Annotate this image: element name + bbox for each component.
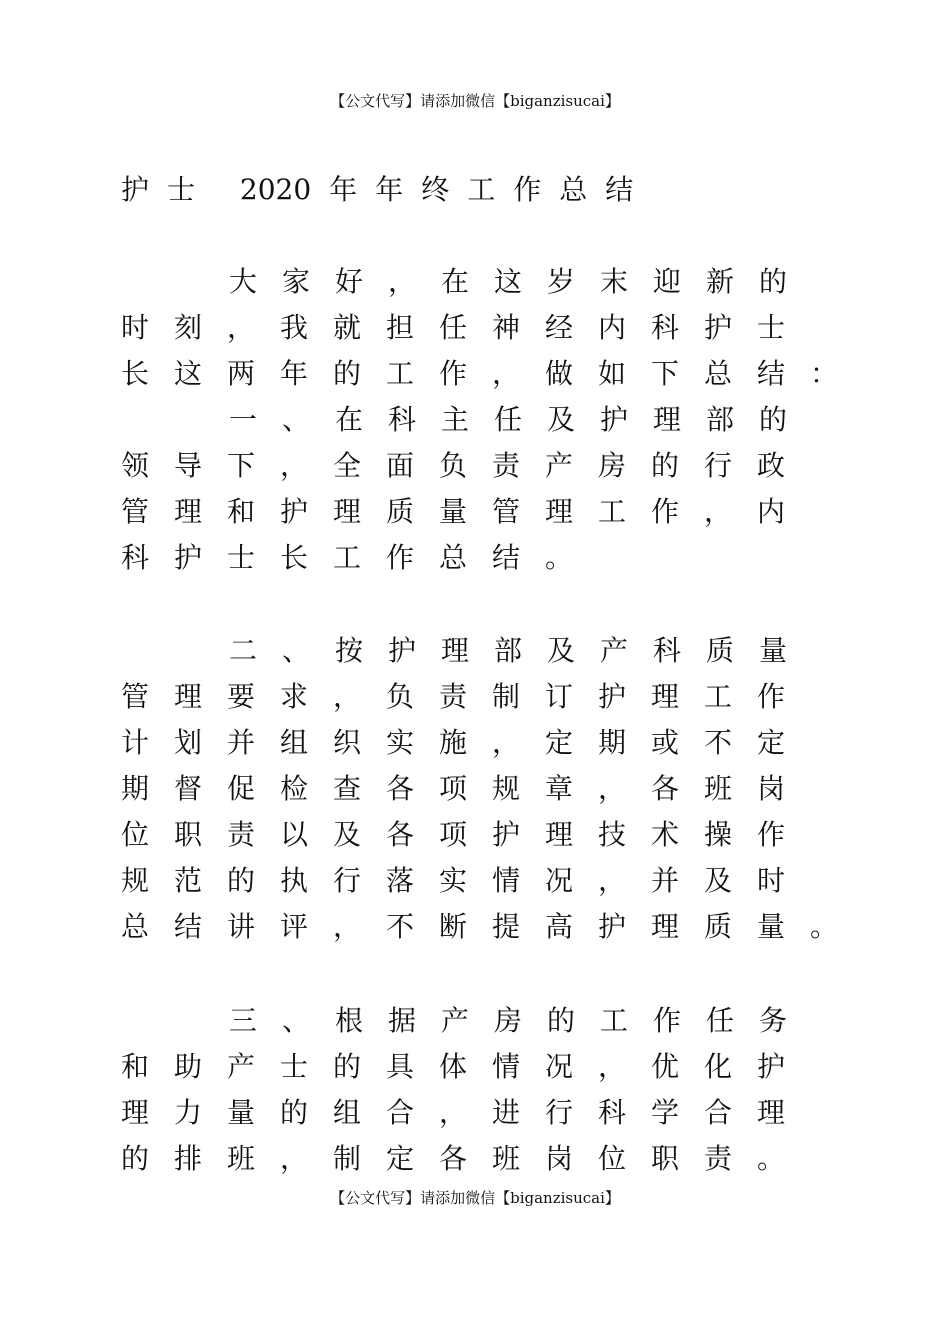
title-year: 2020 bbox=[239, 173, 312, 206]
paragraph-line: 二、按护理部及产科质量 bbox=[229, 634, 813, 667]
title-prefix: 护士 bbox=[121, 173, 214, 206]
paragraph-line: 三、根据产房的工作任务 bbox=[229, 1004, 813, 1037]
footer-note: 【公文代写】请添加微信【biganzisucai】 bbox=[330, 1189, 620, 1207]
paragraph-line: 长这两年的工作，做如下总结： bbox=[121, 357, 864, 390]
paragraph-line: 领导下，全面负责产房的行政 bbox=[121, 449, 811, 482]
paragraph-line: 科护士长工作总结。 bbox=[121, 541, 599, 574]
page-title bbox=[121, 168, 651, 212]
paragraph-line: 管理和护理质量管理工作，内 bbox=[121, 495, 811, 528]
paragraph-line: 大家好，在这岁末迎新的 bbox=[229, 265, 813, 298]
title-suffix: 年年终工作总结 bbox=[329, 173, 652, 206]
paragraph-line: 管理要求，负责制订护理工作 bbox=[121, 680, 811, 713]
paragraph-line: 规范的执行落实情况，并及时 bbox=[121, 864, 811, 897]
paragraph-line: 的排班，制定各班岗位职责。 bbox=[121, 1142, 811, 1175]
paragraph-line: 一、在科主任及护理部的 bbox=[229, 403, 813, 436]
paragraph-line: 计划并组织实施，定期或不定 bbox=[121, 726, 811, 759]
paragraph-line: 总结讲评，不断提高护理质量。 bbox=[121, 910, 864, 943]
paragraph-line: 理力量的组合，进行科学合理 bbox=[121, 1096, 811, 1129]
header-note: 【公文代写】请添加微信【biganzisucai】 bbox=[330, 92, 620, 110]
paragraph-line: 时刻，我就担任神经内科护士 bbox=[121, 311, 811, 344]
paragraph-line: 位职责以及各项护理技术操作 bbox=[121, 818, 811, 851]
paragraph-line: 期督促检查各项规章，各班岗 bbox=[121, 772, 811, 805]
paragraph-line: 和助产士的具体情况，优化护 bbox=[121, 1050, 811, 1083]
